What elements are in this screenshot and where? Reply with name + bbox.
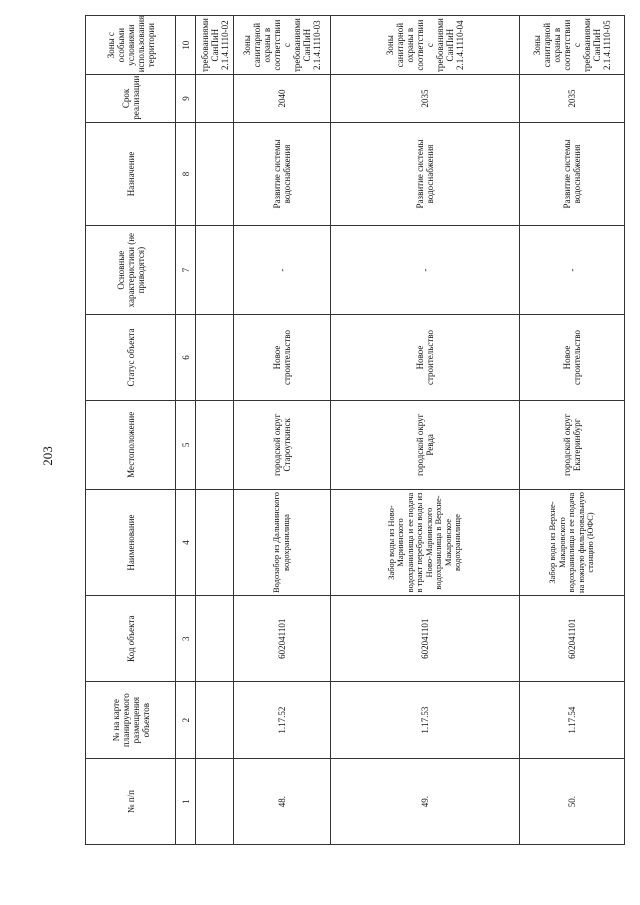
row-term: 2035 [330, 75, 519, 122]
row-map-number: 1.17.54 [519, 682, 625, 759]
row-code: 602041101 [234, 596, 330, 682]
column-number: 6 [176, 315, 196, 401]
row-map-number: 1.17.52 [234, 682, 330, 759]
row-status: Новое строительство [330, 315, 519, 401]
column-number: 8 [176, 122, 196, 226]
column-number: 2 [176, 682, 196, 759]
row-location: городской округ Староуткинск [234, 400, 330, 489]
spillover-zones-cell: требованиями СанПиН 2.1.4.1110-02 [196, 16, 234, 75]
row-characteristics: - [234, 226, 330, 315]
table-row [519, 16, 625, 845]
column-number: 1 [176, 759, 196, 845]
empty-cell [196, 226, 234, 315]
row-status: Новое строительство [519, 315, 625, 401]
row-purpose: Развитие системы водоснабжения [234, 122, 330, 226]
row-zones: Зоны санитарной охраны в соответствии с требованиями СанПиН 2.1.4.1110-04 [330, 16, 519, 75]
row-term: 2040 [234, 75, 330, 122]
row-purpose: Развитие системы водоснабжения [519, 122, 625, 226]
empty-cell [196, 122, 234, 226]
header-index: № п/п [86, 759, 176, 845]
header-row [86, 16, 176, 845]
header-zones: Зоны с особыми условиями использования территории [86, 16, 176, 75]
row-map-number: 1.17.53 [330, 682, 519, 759]
header-characteristics: Основные характеристики (не приводятся) [86, 226, 176, 315]
column-number: 5 [176, 400, 196, 489]
table-row [330, 16, 519, 845]
objects-table [85, 15, 625, 845]
rotated-table-wrapper [85, 15, 625, 845]
spillover-row [196, 16, 234, 845]
row-name: Забор воды из Ново-Мариинского водохранилища и ее подача в тракт переброски воды из Ново-Мариинского водохранилища в Верхне-Макаровское водохранилище [330, 489, 519, 596]
table-container [85, 15, 625, 845]
row-code: 602041101 [519, 596, 625, 682]
empty-cell [196, 400, 234, 489]
row-index: 49. [330, 759, 519, 845]
empty-cell [196, 682, 234, 759]
row-characteristics: - [330, 226, 519, 315]
empty-cell [196, 315, 234, 401]
row-status: Новое строительство [234, 315, 330, 401]
header-map-number: № на карте планируемого размещения объектов [86, 682, 176, 759]
row-index: 50. [519, 759, 625, 845]
table-row [234, 16, 330, 845]
row-location: городской округ Екатеринбург [519, 400, 625, 489]
column-number: 3 [176, 596, 196, 682]
row-name: Водозабор из Дальнинского водохранилища [234, 489, 330, 596]
row-name: Забор воды из Верхне-Макаровского водохранилища и ее подача на южную фильтровальную станцию (ЮФС) [519, 489, 625, 596]
row-term: 2035 [519, 75, 625, 122]
empty-cell [196, 759, 234, 845]
page-number: 203 [40, 446, 55, 466]
row-zones: Зоны санитарной охраны в соответствии с требованиями СанПиН 2.1.4.1110-03 [234, 16, 330, 75]
header-name: Наименование [86, 489, 176, 596]
row-code: 602041101 [330, 596, 519, 682]
row-location: городской округ Ревда [330, 400, 519, 489]
row-purpose: Развитие системы водоснабжения [330, 122, 519, 226]
row-zones: Зоны санитарной охраны в соответствии с требованиями СанПиН 2.1.4.1110-05 [519, 16, 625, 75]
header-code: Код объекта [86, 596, 176, 682]
header-status: Статус объекта [86, 315, 176, 401]
row-index: 48. [234, 759, 330, 845]
column-number: 7 [176, 226, 196, 315]
header-purpose: Назначение [86, 122, 176, 226]
empty-cell [196, 489, 234, 596]
column-number: 4 [176, 489, 196, 596]
empty-cell [196, 75, 234, 122]
column-number: 10 [176, 16, 196, 75]
header-location: Местоположение [86, 400, 176, 489]
header-term: Срок реализации [86, 75, 176, 122]
row-characteristics: - [519, 226, 625, 315]
empty-cell [196, 596, 234, 682]
column-number-row [176, 16, 196, 845]
column-number: 9 [176, 75, 196, 122]
